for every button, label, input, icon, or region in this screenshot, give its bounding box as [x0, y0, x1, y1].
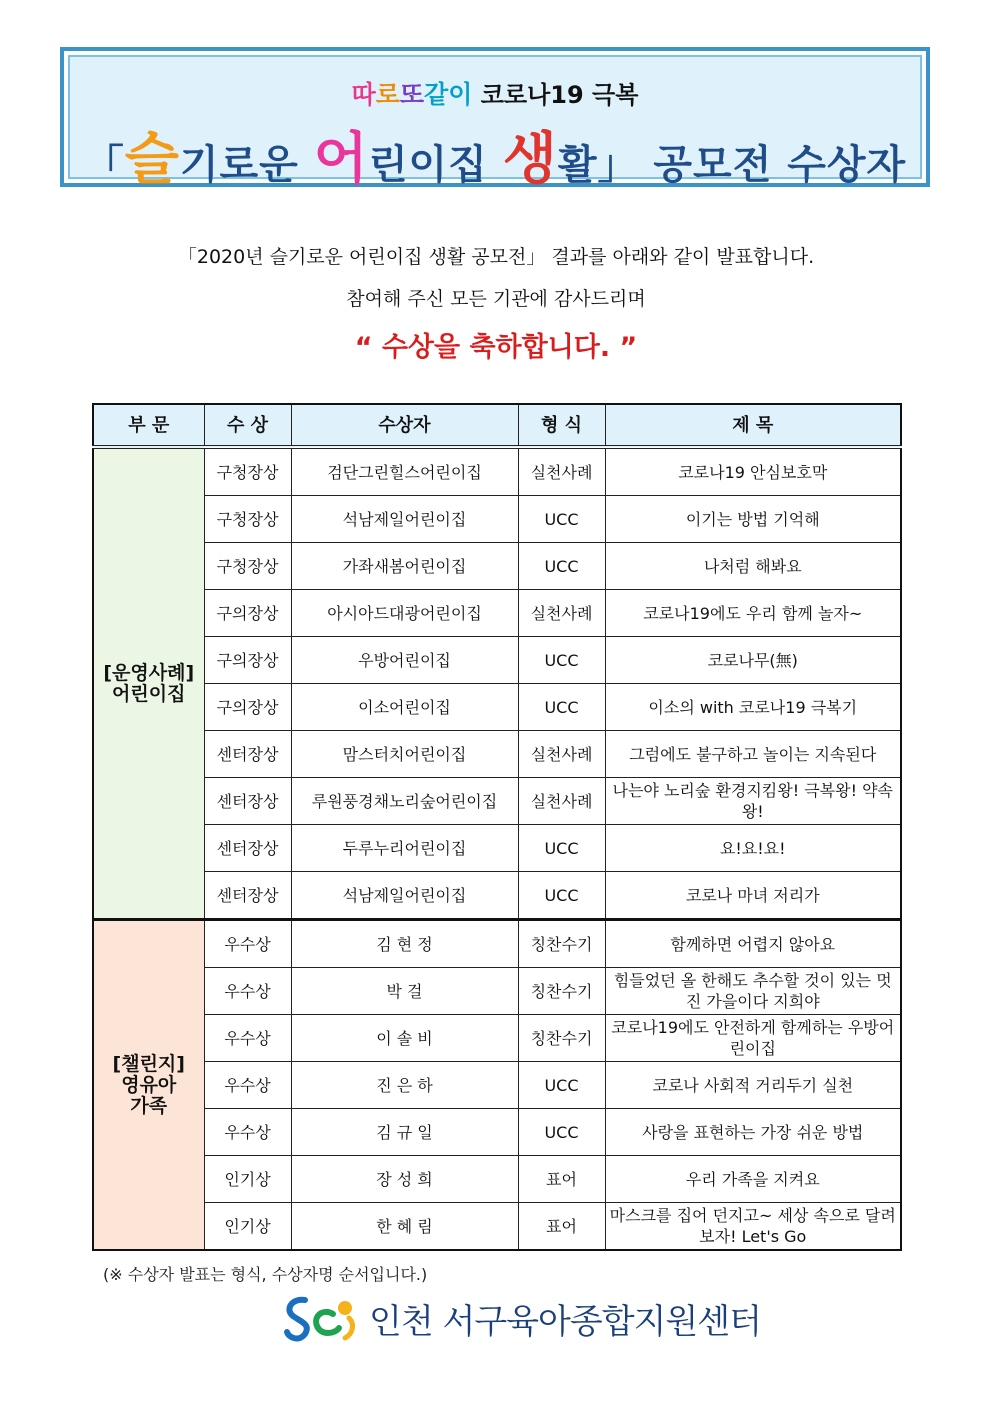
table-row — [93, 637, 901, 684]
award-cell: 우수상 — [204, 1109, 291, 1156]
category-label: 어린이집 — [112, 682, 186, 705]
title-cell: 코로나무(無) — [605, 637, 901, 684]
category-cell — [93, 920, 204, 1251]
title-cell: 우리 가족을 지켜요 — [605, 1156, 901, 1203]
category-cell — [93, 447, 204, 920]
format-cell: UCC — [518, 1062, 605, 1109]
category-label: [챌린지] — [112, 1052, 185, 1075]
intro-line-2: 참여해 주신 모든 기관에 감사드리며 — [346, 288, 646, 310]
table-header-row — [93, 404, 901, 447]
winner-cell: 우방어린이집 — [291, 637, 518, 684]
winner-cell: 한 혜 림 — [291, 1203, 518, 1251]
title-banner — [60, 47, 930, 192]
category-label: 영유아 — [121, 1073, 177, 1096]
winner-cell: 아시아드대광어린이집 — [291, 590, 518, 637]
banner-title-bracket: 「 — [83, 142, 125, 188]
format-cell: UCC — [518, 872, 605, 920]
table-row — [93, 731, 901, 778]
winner-cell: 이소어린이집 — [291, 684, 518, 731]
title-cell: 코로나 마녀 저리가 — [605, 872, 901, 920]
table-row — [93, 1109, 901, 1156]
table-row — [93, 1015, 901, 1062]
table-row — [93, 920, 901, 968]
winner-cell: 루원풍경채노리숲어린이집 — [291, 778, 518, 825]
award-cell: 인기상 — [204, 1203, 291, 1251]
header-winner: 수상자 — [291, 404, 518, 447]
winner-cell: 맘스터치어린이집 — [291, 731, 518, 778]
title-cell: 나는야 노리숲 환경지킴왕! 극복왕! 약속왕! — [605, 778, 901, 825]
category-label: [운영사례] — [103, 661, 195, 684]
award-cell: 구의장상 — [204, 684, 291, 731]
header-format: 형 식 — [518, 404, 605, 447]
award-cell: 우수상 — [204, 920, 291, 968]
award-cell: 센터장상 — [204, 731, 291, 778]
winner-cell: 김 규 일 — [291, 1109, 518, 1156]
banner-title-char: 생 — [502, 127, 558, 192]
banner-title-text: 기로운 — [179, 142, 314, 188]
award-cell: 센터장상 — [204, 872, 291, 920]
winner-cell: 장 성 희 — [291, 1156, 518, 1203]
title-cell: 코로나19에도 안전하게 함께하는 우방어린이집 — [605, 1015, 901, 1062]
header-award: 수 상 — [204, 404, 291, 447]
title-cell: 코로나19에도 우리 함께 놀자~ — [605, 590, 901, 637]
format-cell: UCC — [518, 684, 605, 731]
award-cell: 구청장상 — [204, 543, 291, 590]
table-row — [93, 447, 901, 496]
awards-table — [92, 403, 902, 1251]
winner-cell: 석남제일어린이집 — [291, 872, 518, 920]
banner-subtitle: 코로나19 극복 — [480, 81, 639, 109]
award-cell: 구청장상 — [204, 496, 291, 543]
winner-cell: 석남제일어린이집 — [291, 496, 518, 543]
winner-cell: 가좌새봄어린이집 — [291, 543, 518, 590]
format-cell: 실천사례 — [518, 778, 605, 825]
category-label: 가족 — [130, 1094, 168, 1117]
title-cell: 코로나19 안심보호막 — [605, 447, 901, 496]
banner-deco-text: 같이 — [424, 80, 473, 109]
title-cell: 힘들었던 올 한해도 추수할 것이 있는 멋진 가을이다 지희야 — [605, 968, 901, 1015]
award-cell: 우수상 — [204, 1062, 291, 1109]
congrats-message: “ 수상을 축하합니다. ” — [354, 332, 638, 363]
banner-deco-text: 로 — [375, 80, 400, 109]
title-cell: 나처럼 해봐요 — [605, 543, 901, 590]
format-cell: 칭찬수기 — [518, 920, 605, 968]
award-cell: 센터장상 — [204, 778, 291, 825]
title-cell: 이기는 방법 기억해 — [605, 496, 901, 543]
title-cell: 마스크를 집어 던지고~ 세상 속으로 달려보자! Let's Go — [605, 1203, 901, 1251]
banner-title-text: 린이집 — [368, 142, 503, 188]
format-cell: 표어 — [518, 1203, 605, 1251]
award-cell: 구의장상 — [204, 637, 291, 684]
format-cell: 칭찬수기 — [518, 968, 605, 1015]
format-cell: 실천사례 — [518, 447, 605, 496]
award-cell: 우수상 — [204, 1015, 291, 1062]
title-cell: 코로나 사회적 거리두기 실천 — [605, 1062, 901, 1109]
winner-cell: 두루누리어린이집 — [291, 825, 518, 872]
format-cell: 칭찬수기 — [518, 1015, 605, 1062]
org-name: 인천 서구육아종합지원센터 — [369, 1301, 761, 1342]
format-cell: 실천사례 — [518, 590, 605, 637]
award-cell: 우수상 — [204, 968, 291, 1015]
table-row — [93, 825, 901, 872]
table-row — [93, 872, 901, 920]
award-cell: 구의장상 — [204, 590, 291, 637]
header-title: 제 목 — [605, 404, 901, 447]
format-cell: 실천사례 — [518, 731, 605, 778]
table-row — [93, 496, 901, 543]
award-cell: 센터장상 — [204, 825, 291, 872]
banner-title-text: 활」 공모전 수상자 — [557, 142, 907, 188]
format-cell: UCC — [518, 637, 605, 684]
award-cell: 인기상 — [204, 1156, 291, 1203]
title-cell: 그럼에도 불구하고 놀이는 지속된다 — [605, 731, 901, 778]
title-cell: 요!요!요! — [605, 825, 901, 872]
intro-line-1: 「2020년 슬기로운 어린이집 생활 공모전」 결과를 아래와 같이 발표합니다. — [177, 246, 815, 268]
table-row — [93, 543, 901, 590]
table-row — [93, 684, 901, 731]
header-category: 부 문 — [93, 404, 204, 447]
footnote: (※ 수상자 발표는 형식, 수상자명 순서입니다.) — [103, 1265, 428, 1284]
footer-logo — [283, 1290, 761, 1346]
banner-deco-text: 따 — [351, 80, 376, 109]
title-cell: 함께하면 어렵지 않아요 — [605, 920, 901, 968]
winner-cell: 진 은 하 — [291, 1062, 518, 1109]
title-banner-inner — [68, 55, 922, 192]
table-row — [93, 1203, 901, 1251]
format-cell: 표어 — [518, 1156, 605, 1203]
format-cell: UCC — [518, 543, 605, 590]
winner-cell: 박 걸 — [291, 968, 518, 1015]
title-cell: 사랑을 표현하는 가장 쉬운 방법 — [605, 1109, 901, 1156]
banner-title-char: 슬 — [124, 127, 180, 192]
format-cell: UCC — [518, 496, 605, 543]
banner-deco-text: 또 — [399, 80, 425, 109]
table-row — [93, 590, 901, 637]
banner-title — [70, 115, 920, 195]
title-cell: 이소의 with 코로나19 극복기 — [605, 684, 901, 731]
table-row — [93, 1062, 901, 1109]
winner-cell: 이 솔 비 — [291, 1015, 518, 1062]
winner-cell: 김 현 정 — [291, 920, 518, 968]
center-logo-icon — [283, 1292, 359, 1344]
winner-cell: 검단그린힐스어린이집 — [291, 447, 518, 496]
table-row — [93, 778, 901, 825]
banner-subtitle-row — [70, 75, 920, 111]
table-row — [93, 1156, 901, 1203]
format-cell: UCC — [518, 1109, 605, 1156]
award-cell: 구청장상 — [204, 447, 291, 496]
banner-title-char: 어 — [313, 127, 369, 192]
format-cell: UCC — [518, 825, 605, 872]
table-row — [93, 968, 901, 1015]
